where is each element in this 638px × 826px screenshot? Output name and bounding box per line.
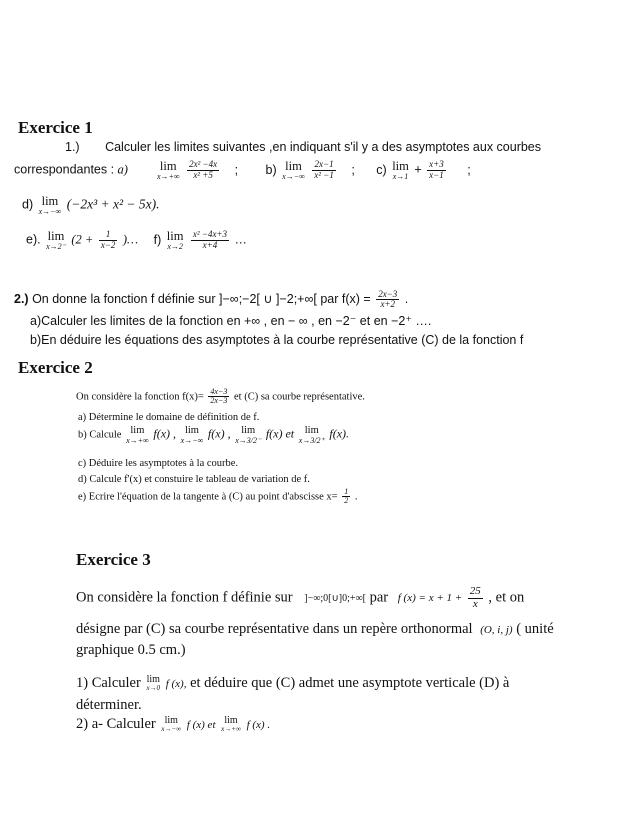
ex2-b-limit-1: lim x→+∞ bbox=[126, 425, 149, 445]
ex1-q2a: a)Calculer les limites de la fonction en +∞ , en − ∞ , en −2⁻ et en −2⁺ …. bbox=[30, 314, 432, 328]
ex1-f-suffix: … bbox=[234, 232, 247, 247]
ex2-item-c: c) Déduire les asymptotes à la courbe. bbox=[78, 458, 239, 469]
ex1-f-fraction: $\frac{\text{x² −4x+3}}{x+4}$ bbox=[192, 229, 228, 250]
ex1-q1-continuation: correspondantes : bbox=[14, 162, 115, 177]
ex1-q2-number: 2.) bbox=[14, 292, 29, 307]
ex3-q1-line: 1) Calculer lim x→0 f (x), et déduire que (C) admet une asymptote verticale (D) à bbox=[76, 674, 510, 693]
ex1-c-limit: lim x→1 bbox=[392, 159, 409, 181]
ex1-d-expression: (−2x³ + x² − 5x). bbox=[66, 196, 160, 212]
ex3-q1-continuation: déterminer. bbox=[76, 697, 142, 713]
ex2-item-a: a) Détermine le domaine de définition de f. bbox=[78, 412, 260, 423]
ex1-f-limit: lim x→2 bbox=[166, 229, 184, 251]
ex1-c-fraction: $\frac{x+3}{x-1}$ bbox=[429, 159, 444, 180]
ex2-intro-prefix: On considère la fonction f(x)= bbox=[76, 391, 204, 403]
ex1-q1-text: Calculer les limites suivantes ,en indiquant s'il y a des asymptotes aux courbes bbox=[105, 140, 542, 154]
ex1-e-fraction: $\frac{1}{x-2}$ bbox=[100, 229, 116, 250]
ex2-intro bbox=[76, 388, 365, 406]
ex3-q2-line: 2) a- Calculer lim x→−∞ f (x) et lim x→+∞ f (x) . bbox=[76, 715, 271, 734]
ex1-b-limit: lim x→−∞ bbox=[282, 159, 305, 181]
ex2-intro-fraction: $\frac{4x-3}{2x-3}$ bbox=[210, 387, 228, 406]
ex3-line-2: désigne par (C) sa courbe représentative dans un repère orthonormal (O, i, j) ( unité bbox=[76, 621, 554, 637]
ex2-intro-suffix: et (C) sa courbe représentative. bbox=[234, 391, 365, 403]
ex1-a-label: a) bbox=[117, 162, 128, 177]
exercise-2-title: Exercice 2 bbox=[18, 358, 93, 377]
ex1-f-label: f) bbox=[153, 232, 162, 247]
ex1-b-fraction: $\frac{2x-1}{\text{x² −1}}$ bbox=[314, 159, 334, 180]
ex1-q2-fraction: $\frac{2x-3}{x+2}$ bbox=[378, 289, 398, 310]
ex1-b-label: b) bbox=[265, 162, 277, 177]
ex1-e-prefix: (2 + bbox=[71, 232, 94, 247]
ex1-a-fraction: $\frac{\text{2x² −4x}}{\text{x² +5}}$ bbox=[189, 159, 218, 180]
ex1-e-label: e). bbox=[26, 232, 41, 247]
ex3-function: f (x) = x + 1 + bbox=[397, 592, 463, 605]
ex1-q1-number: 1.) bbox=[65, 140, 80, 154]
exercise-1-title: Exercice 1 bbox=[18, 118, 93, 137]
ex3-q2-limit-1: lim x→−∞ bbox=[161, 715, 182, 734]
ex1-a-limit: lim x→+∞ bbox=[156, 159, 180, 181]
ex3-line-1: On considère la fonction f définie sur ]−∞;0[∪]0;+∞[ par f (x) = x + 1 + $\frac{25}{x}$ , et on bbox=[76, 585, 525, 610]
ex2-item-d: d) Calcule f'(x) et constuire le tableau de variation de f. bbox=[78, 474, 310, 485]
ex1-d-label: d) bbox=[22, 197, 34, 212]
ex3-line-3: graphique 0.5 cm.) bbox=[76, 642, 186, 658]
exercise-3-title: Exercice 3 bbox=[76, 550, 151, 569]
ex1-q2-text: On donne la fonction f définie sur ]−∞;−2[ ∪ ]−2;+∞[ par f(x) = bbox=[32, 292, 371, 307]
ex3-q1-limit: lim x→0 bbox=[146, 674, 161, 693]
ex1-ef-row bbox=[26, 230, 247, 251]
ex1-d-row bbox=[22, 195, 160, 216]
ex3-q2-limit-2: lim x→+∞ bbox=[221, 715, 241, 734]
ex1-q1-line bbox=[65, 140, 541, 154]
ex3-domain: ]−∞;0[∪]0;+∞[ bbox=[304, 593, 366, 605]
ex3-frame: (O, i, j) bbox=[480, 624, 513, 636]
ex2-e-fraction: $\frac{1}{2}$ bbox=[344, 487, 349, 506]
ex1-q2-line: 2.) On donne la fonction f définie sur ]−∞;−2[ ∪ ]−2;+∞[ par f(x) = $\frac{2x-3}{x+2}$ . bbox=[14, 289, 409, 310]
ex1-q2b: b)En déduire les équations des asymptotes à la courbe représentative (C) de la fonction f bbox=[30, 333, 524, 347]
ex3-fraction: $\frac{25}{x}$ bbox=[469, 585, 481, 610]
ex1-d-limit: lim x→−∞ bbox=[38, 194, 62, 216]
ex1-e-limit: lim x→2⁻ bbox=[46, 229, 66, 251]
ex2-b-limit-2: lim x→−∞ bbox=[180, 425, 204, 445]
ex1-e-suffix: )… bbox=[122, 232, 139, 247]
ex1-c-label: c) bbox=[376, 162, 387, 177]
ex2-item-e: e) Ecrire l'équation de la tangente à (C) au point d'abscisse x= $\frac{1}{2}$ . bbox=[78, 487, 358, 506]
ex1-limits-row-1: correspondantes : a) lim x→+∞ $\frac{\text{2x² −4x}}{\text{x² +5}}$ ; b) lim x→−∞ $\frac{2x-1}{\text{x² −1}}$ ; c) lim x→1 + $\frac{x+3}{x-1}$ ; bbox=[14, 159, 471, 181]
ex2-b-limit-4: lim x→3/2⁺ bbox=[298, 425, 325, 445]
ex2-item-b: b) Calcule lim x→+∞ f(x) , lim x→−∞ f(x) , lim x→3/2⁻ f(x) et lim x→3/2⁺ f(x). bbox=[78, 425, 350, 445]
ex2-b-limit-3: lim x→3/2⁻ bbox=[235, 425, 262, 445]
